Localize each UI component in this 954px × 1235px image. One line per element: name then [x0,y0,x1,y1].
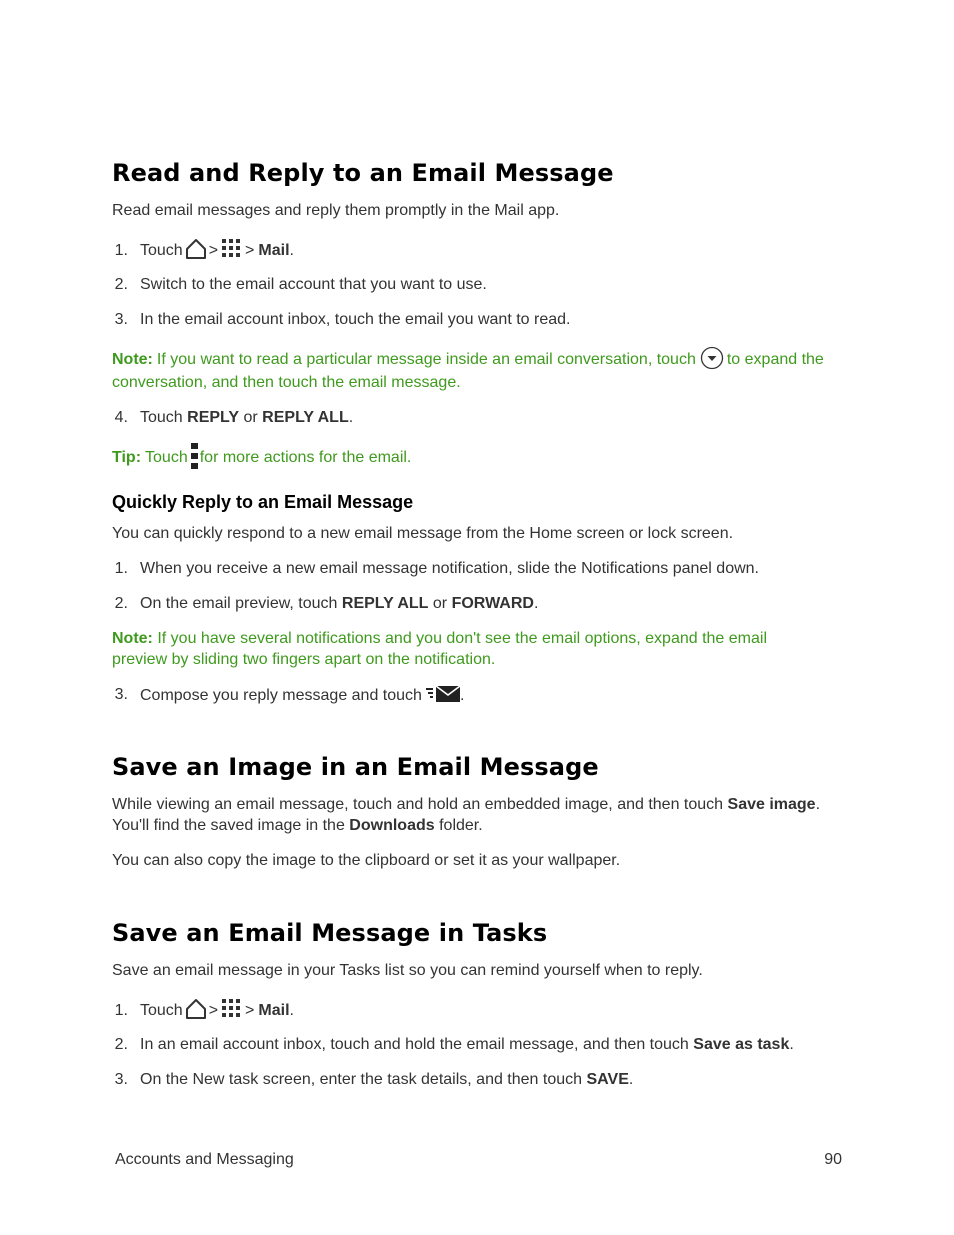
subsection-intro: You can quickly respond to a new email message from the Home screen or lock screen. [112,525,734,542]
page-number: 90 [824,1151,842,1168]
step-email-preview [140,595,538,613]
reply-all-label: REPLY ALL [262,409,349,426]
home-icon [185,998,207,1025]
note-line-1 [112,346,824,374]
step-text: Touch [140,409,183,426]
more-vertical-icon [191,443,198,474]
step-number: 2. [114,595,128,612]
step-text: Touch [140,242,183,259]
step-text: On the email preview, touch [140,595,338,612]
tip-text: for more actions for the email. [199,449,412,466]
paragraph: You can also copy the image to the clipboard or set it as your wallpaper. [112,852,621,869]
step-number: 2. [114,276,128,293]
reply-label: REPLY [187,409,240,426]
step-touch-home-apps-mail [140,997,294,1025]
expand-down-icon [700,346,724,375]
step-text: Compose you reply message and touch [140,687,422,704]
period: . [815,796,821,813]
period: . [628,1071,634,1088]
note-text: If you want to read a particular message inside an email conversation, touch [156,351,696,368]
period: . [289,242,294,259]
step-number: 1. [114,1002,128,1019]
step-number: 4. [114,409,128,426]
note-line-1 [112,630,767,648]
separator: > [245,242,255,259]
step-text: or [432,595,448,612]
step-text: When you receive a new email message notification, slide the Notifications panel down. [140,560,759,577]
step-number: 2. [114,1036,128,1053]
step-compose [140,682,464,710]
home-icon [185,238,207,265]
period: . [289,1002,294,1019]
step-text: Touch [140,1002,183,1019]
step-text: On the New task screen, enter the task details, and then touch [140,1071,583,1088]
step-text: or [243,409,258,426]
send-mail-icon [426,684,460,709]
note-text: If you have several notifications and you don't see the email options, expand the email [157,630,767,647]
step-save-as-task [140,1036,794,1054]
step-number: 1. [114,242,128,259]
paragraph-text: folder. [439,817,483,834]
step-text: Switch to the email account that you want to use. [140,276,487,293]
tip [112,444,411,472]
step-number: 3. [114,686,128,703]
separator: > [208,1002,219,1019]
apps-grid-icon [221,998,242,1024]
save-image-label: Save image [727,796,816,813]
section-title-read-reply: Read and Reply to an Email Message [112,159,614,187]
step-touch-reply [140,409,353,427]
paragraph-line-2 [112,817,483,835]
step-number: 3. [114,1071,128,1088]
save-label: SAVE [586,1071,629,1088]
reply-all-label: REPLY ALL [341,595,429,612]
mail-label: Mail [258,1002,290,1019]
save-as-task-label: Save as task [693,1036,790,1053]
step-number: 1. [114,560,128,577]
section-intro: Save an email message in your Tasks list so you can remind yourself when to reply. [112,962,703,979]
note-label: Note: [112,351,153,368]
tip-text: Touch [145,449,188,466]
section-intro: Read email messages and reply them promptly in the Mail app. [112,202,560,219]
note-label: Note: [112,630,153,647]
period: . [533,595,539,612]
step-text: In an email account inbox, touch and hold the email message, and then touch [140,1036,689,1053]
period: . [789,1036,794,1053]
note-text: to expand the [726,351,824,368]
step-new-task [140,1071,633,1089]
separator: > [208,242,219,259]
note-line-2: preview by sliding two fingers apart on the notification. [112,651,496,668]
section-title-save-tasks: Save an Email Message in Tasks [112,919,548,947]
paragraph-line-1 [112,796,820,814]
forward-label: FORWARD [451,595,534,612]
paragraph-text: While viewing an email message, touch and hold an embedded image, and then touch [112,796,724,813]
tip-label: Tip: [112,449,142,466]
mail-label: Mail [258,242,290,259]
note-line-2: conversation, and then touch the email message. [112,374,461,391]
period: . [459,687,465,704]
subsection-title-quick-reply: Quickly Reply to an Email Message [112,492,414,512]
separator: > [245,1002,255,1019]
section-title-save-image: Save an Image in an Email Message [112,753,599,781]
step-text: In the email account inbox, touch the email you want to read. [140,311,571,328]
step-number: 3. [114,311,128,328]
period: . [348,409,354,426]
apps-grid-icon [221,238,242,264]
footer-chapter: Accounts and Messaging [115,1151,294,1168]
step-touch-home-apps-mail [140,237,294,265]
downloads-label: Downloads [349,817,435,834]
paragraph-text: You'll find the saved image in the [112,817,345,834]
